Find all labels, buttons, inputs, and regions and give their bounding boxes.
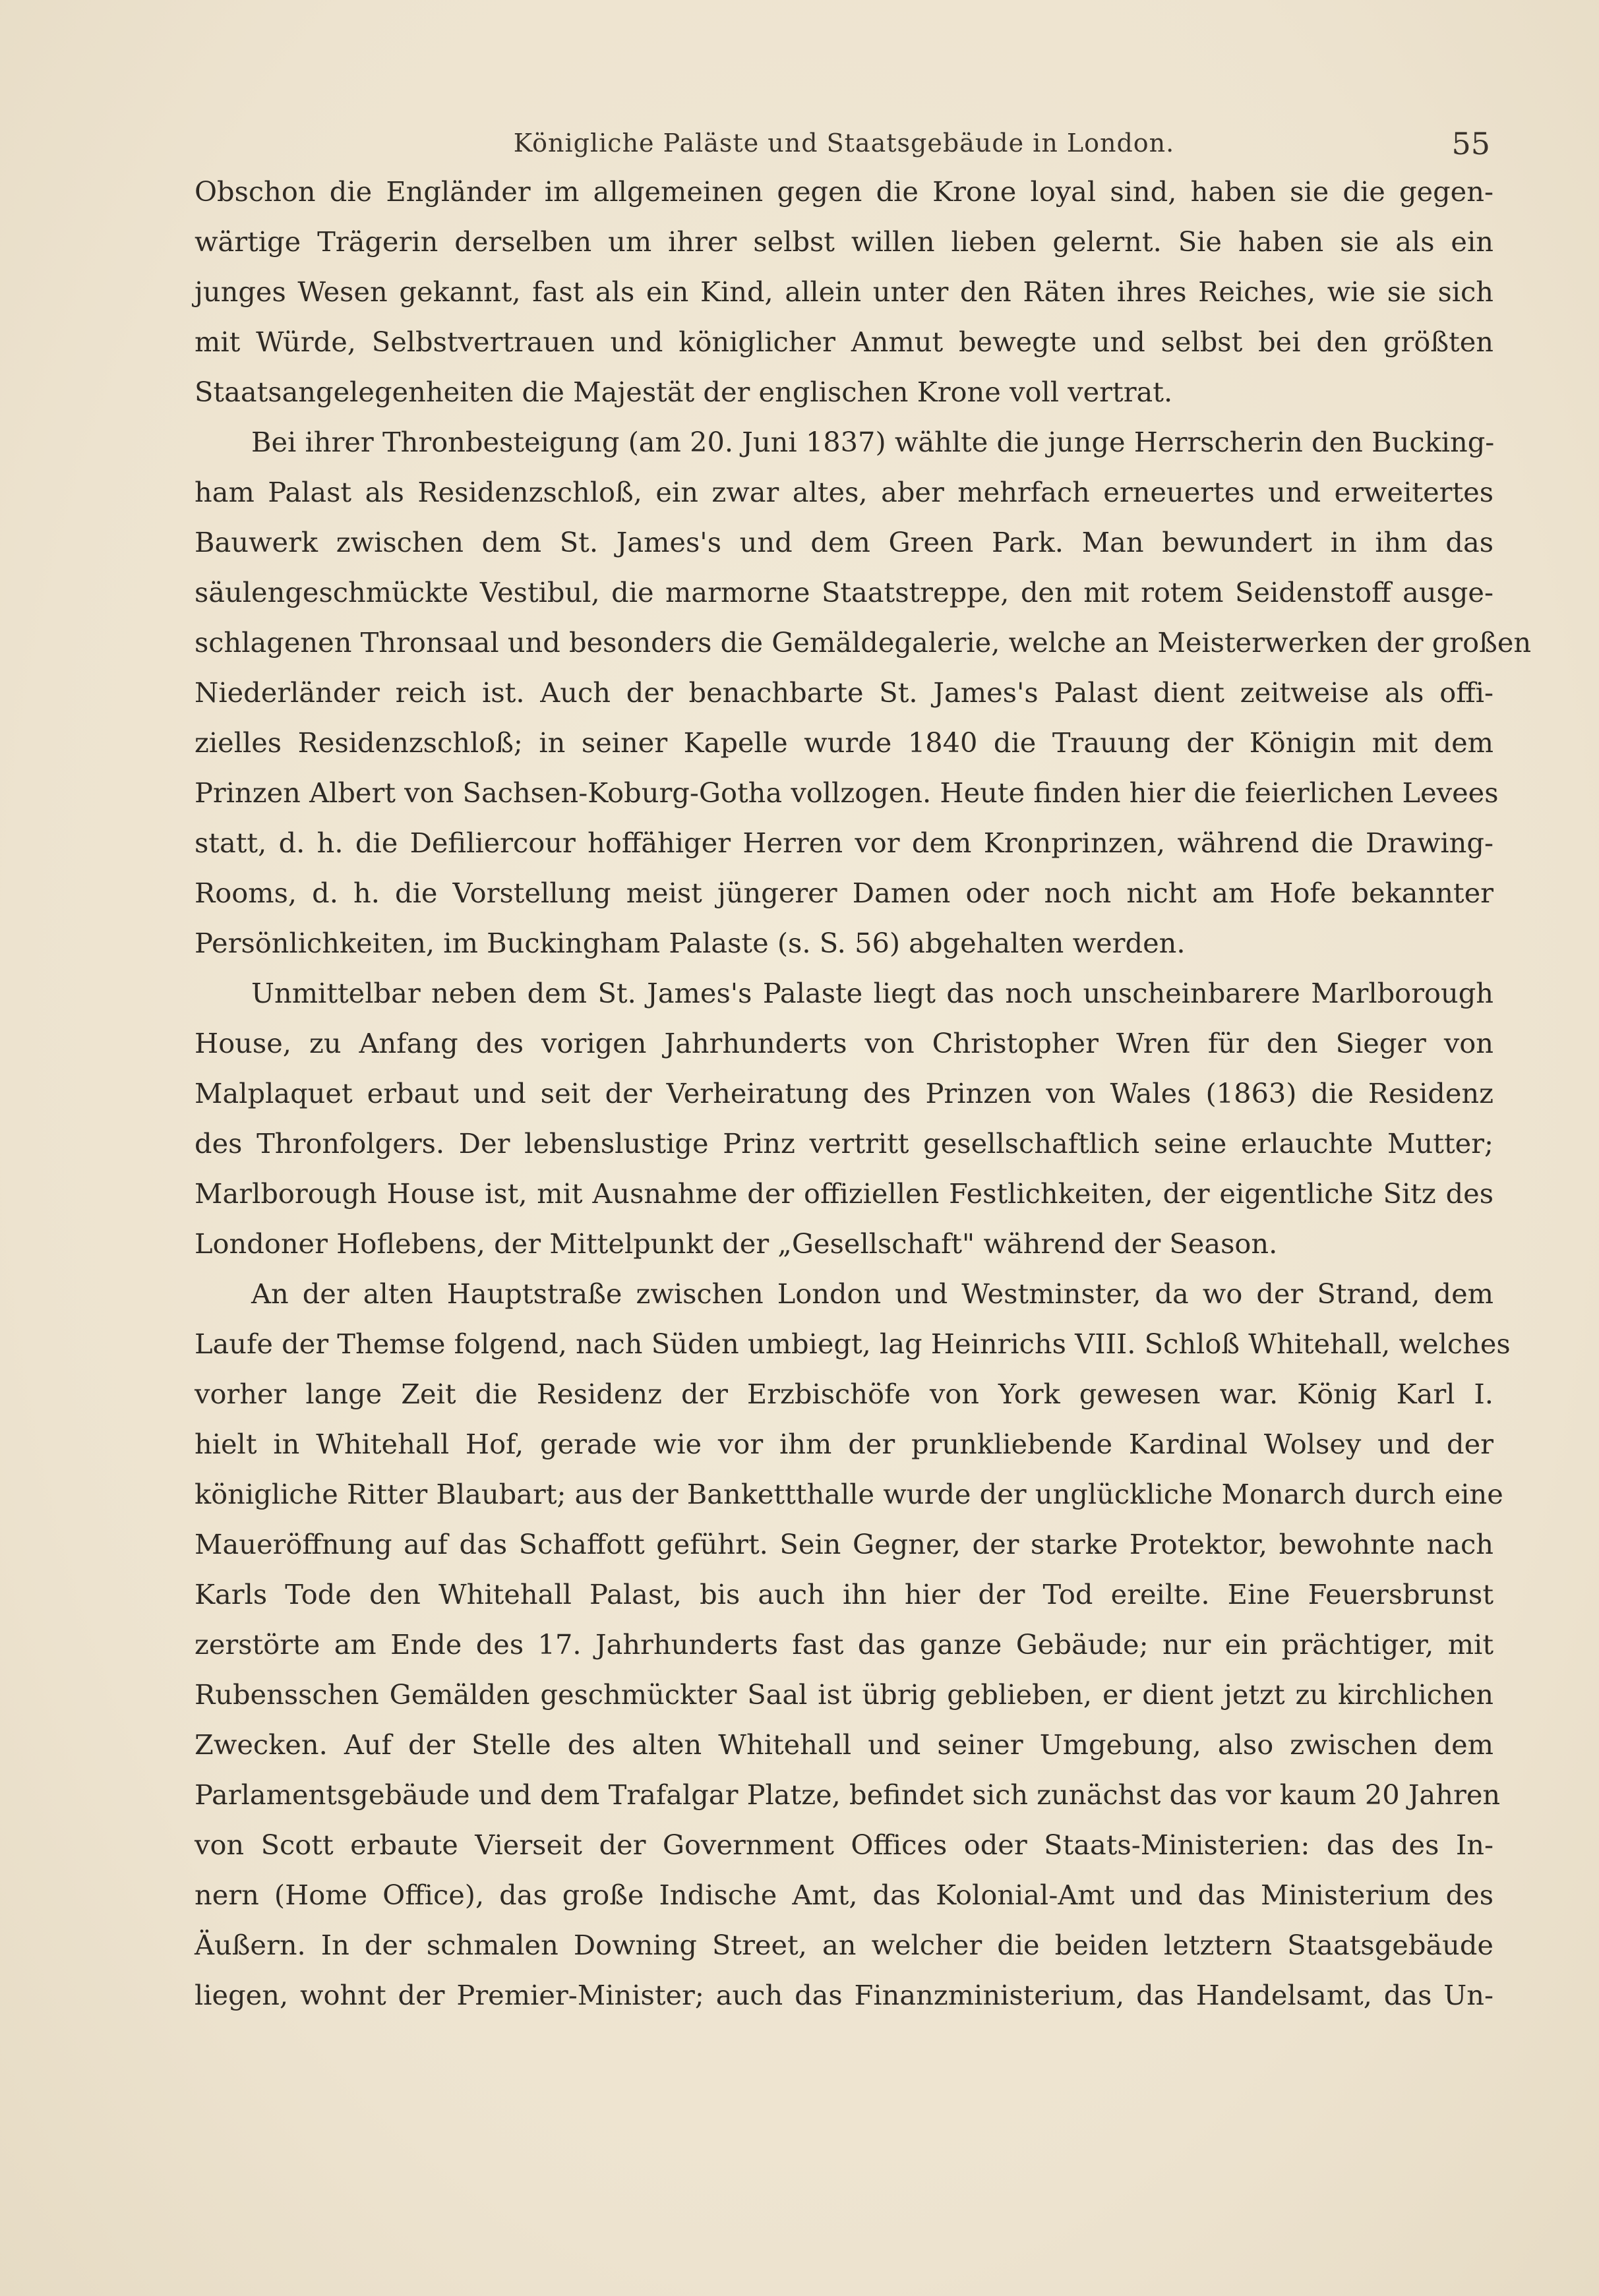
text-line: Karls Tode den Whitehall Palast, bis auch ihn hier der Tod ereilte. Eine Feuersbrunst bbox=[195, 1578, 1493, 1610]
text-line: Parlamentsgebäude und dem Trafalgar Platze, befindet sich zunächst das vor kaum 20 Jahren bbox=[195, 1779, 1501, 1811]
text-line: Rooms, d. h. die Vorstellung meist jüngerer Damen oder noch nicht am Hofe bekannter bbox=[195, 877, 1493, 909]
text-line: House, zu Anfang des vorigen Jahrhunderts von Christopher Wren für den Sieger von bbox=[195, 1027, 1493, 1059]
page-number: 55 bbox=[1451, 126, 1490, 162]
text-line: Malplaquet erbaut und seit der Verheiratung des Prinzen von Wales (1863) die Residenz bbox=[195, 1077, 1493, 1109]
text-line: Äußern. In der schmalen Downing Street, an welcher die beiden letztern Staatsgebäude bbox=[195, 1929, 1493, 1961]
text-line: zerstörte am Ende des 17. Jahrhunderts fast das ganze Gebäude; nur ein prächtiger, mit bbox=[195, 1628, 1493, 1661]
text-line: hielt in Whitehall Hof, gerade wie vor ihm der prunkliebende Kardinal Wolsey und der bbox=[195, 1428, 1493, 1460]
text-line: mit Würde, Selbstvertrauen und königlicher Anmut bewegte und selbst bei den größten bbox=[195, 326, 1493, 358]
text-line: vorher lange Zeit die Residenz der Erzbischöfe von York gewesen war. König Karl I. bbox=[195, 1378, 1493, 1410]
text-line: Niederländer reich ist. Auch der benachbarte St. James's Palast dient zeitweise als offi- bbox=[195, 676, 1493, 709]
text-line: Londoner Hoflebens, der Mittelpunkt der „Gesellschaft" während der Season. bbox=[195, 1227, 1278, 1260]
text-line: Rubensschen Gemälden geschmückter Saal ist übrig geblieben, er dient jetzt zu kirchlichen bbox=[195, 1678, 1493, 1711]
text-line: An der alten Hauptstraße zwischen London und Westminster, da wo der Strand, dem bbox=[251, 1278, 1493, 1310]
body-text bbox=[195, 167, 1532, 2020]
text-line: statt, d. h. die Defiliercour hoffähiger Herren vor dem Kronprinzen, während die Drawing- bbox=[195, 827, 1493, 859]
text-line: schlagenen Thronsaal und besonders die Gemäldegalerie, welche an Meisterwerken der großen bbox=[195, 626, 1532, 659]
text-line: liegen, wohnt der Premier-Minister; auch das Finanzministerium, das Handelsamt, das Un- bbox=[195, 1979, 1493, 2011]
text-line: des Thronfolgers. Der lebenslustige Prinz vertritt gesellschaftlich seine erlauchte Mutter; bbox=[195, 1127, 1493, 1160]
text-line: Bei ihrer Thronbesteigung (am 20. Juni 1837) wählte die junge Herrscherin den Bucking- bbox=[251, 426, 1495, 458]
text-line: Unmittelbar neben dem St. James's Palaste liegt das noch unscheinbarere Marlborough bbox=[251, 977, 1493, 1009]
text-line: Obschon die Engländer im allgemeinen gegen die Krone loyal sind, haben sie die gegen- bbox=[195, 175, 1493, 208]
text-line: zielles Residenzschloß; in seiner Kapelle wurde 1840 die Trauung der Königin mit dem bbox=[195, 726, 1493, 759]
text-line: Persönlichkeiten, im Buckingham Palaste (s. S. 56) abgehalten werden. bbox=[195, 927, 1186, 959]
text-line: Zwecken. Auf der Stelle des alten Whitehall und seiner Umgebung, also zwischen dem bbox=[195, 1728, 1493, 1761]
page-header bbox=[198, 126, 1490, 168]
running-title: Königliche Paläste und Staatsgebäude in London. bbox=[513, 129, 1175, 158]
text-line: Bauwerk zwischen dem St. James's und dem Green Park. Man bewundert in ihm das bbox=[195, 526, 1493, 558]
text-line: säulengeschmückte Vestibul, die marmorne Staatstreppe, den mit rotem Seidenstoff ausge- bbox=[195, 576, 1493, 608]
text-line: junges Wesen gekannt, fast als ein Kind, allein unter den Räten ihres Reiches, wie sie sich bbox=[195, 276, 1493, 308]
text-line: Prinzen Albert von Sachsen-Koburg-Gotha vollzogen. Heute finden hier die feierlichen Levees bbox=[195, 777, 1499, 809]
text-line: ham Palast als Residenzschloß, ein zwar altes, aber mehrfach erneuertes und erweitertes bbox=[195, 476, 1493, 508]
text-line: Staatsangelegenheiten die Majestät der englischen Krone voll vertrat. bbox=[195, 376, 1173, 408]
text-line: königliche Ritter Blaubart; aus der Bankettthalle wurde der unglückliche Monarch durch eine bbox=[195, 1478, 1503, 1510]
text-line: wärtige Trägerin derselben um ihrer selbst willen lieben gelernt. Sie haben sie als ein bbox=[195, 225, 1493, 258]
text-line: Laufe der Themse folgend, nach Süden umbiegt, lag Heinrichs VIII. Schloß Whitehall, welches bbox=[195, 1328, 1511, 1360]
text-line: nern (Home Office), das große Indische Amt, das Kolonial-Amt und das Ministerium des bbox=[195, 1879, 1493, 1911]
text-line: von Scott erbaute Vierseit der Government Offices oder Staats-Ministerien: das des In- bbox=[195, 1829, 1493, 1861]
text-line: Maueröffnung auf das Schaffott geführt. Sein Gegner, der starke Protektor, bewohnte nach bbox=[195, 1528, 1493, 1560]
text-line: Marlborough House ist, mit Ausnahme der offiziellen Festlichkeiten, der eigentliche Sitz des bbox=[195, 1177, 1493, 1210]
